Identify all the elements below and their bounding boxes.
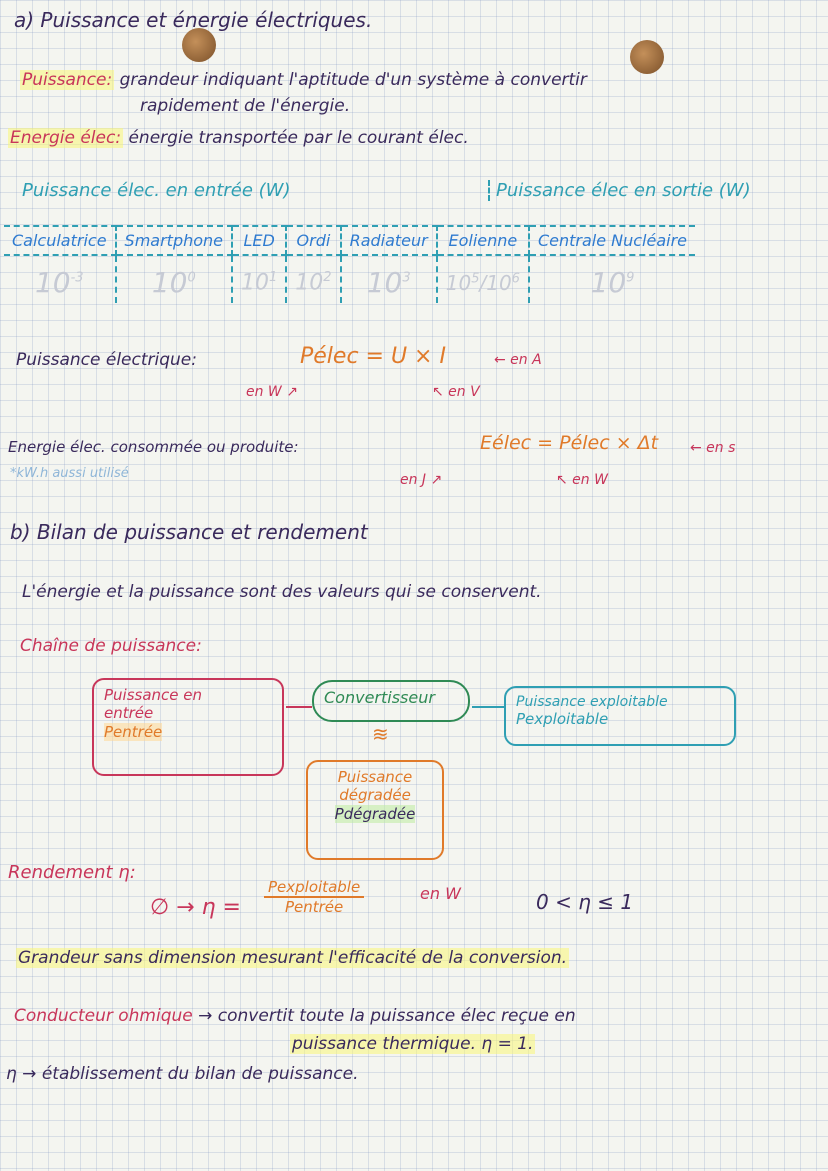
table-cell: $10^2$ [286,255,340,303]
conducteur-text-cont: puissance thermique. η = 1. [292,1034,534,1054]
puissance-formula-label: Puissance électrique: [16,350,197,370]
energie-formula-label: Energie élec. consommée ou produite: [8,438,299,456]
box-entree-symbol: Pentrée [104,723,163,741]
box-puissance-degradee [306,760,444,860]
section-b-title: b) Bilan de puissance et rendement [10,520,368,544]
power-table [4,225,695,303]
puissance-formula: Pélec = U × I [300,344,446,369]
chaine-label: Chaîne de puissance: [20,636,202,656]
table-cell: $10^5/10^6$ [437,255,529,303]
eta-line: η → établissement du bilan de puissance. [6,1064,359,1084]
table-header: Calculatrice [4,226,116,255]
box-degradee-line1: Puissance [337,768,413,786]
box-exploitable-line1: Puissance exploitable [516,694,668,710]
power-table-value-row [4,255,695,303]
table-cell: $10^{-3}$ [4,255,116,303]
conservation-text: L'énergie et la puissance sont des valeurs qui se conservent. [22,582,542,602]
power-table-header-row [4,226,695,255]
unit-volt: ↖ en V [432,384,480,400]
rendement-numerator: Pexploitable [264,878,364,898]
puissance-definition: Puissance: grandeur indiquant l'aptitude d'un système à convertir [22,70,587,90]
grandeur-text: Grandeur sans dimension mesurant l'efficacité de la conversion. [18,948,568,968]
table-cell: $10^3$ [341,255,437,303]
conducteur-label: Conducteur ohmique [14,1006,193,1026]
binder-hole-left [182,28,216,62]
rendement-label: Rendement η: [8,862,136,883]
box-exploitable-symbol: Pexploitable [516,710,609,728]
unit-joule: en J ↗ [400,472,443,488]
binder-hole-right [630,40,664,74]
table-header: Radiateur [341,226,437,255]
table-left-header: Puissance élec. en entrée (W) [22,180,291,201]
table-cell: $10^9$ [590,266,635,299]
table-right-header: Puissance élec en sortie (W) [488,180,751,201]
rendement-prefix: ∅ → η = [150,895,241,920]
box-degradee-symbol: Pdégradée [334,805,416,823]
conducteur-line [14,1006,576,1026]
rendement-fraction [264,878,364,916]
section-a-title: a) Puissance et énergie électriques. [14,8,373,32]
rendement-unit: en W [420,884,461,903]
wavy-arrow-degradee: ≋ [372,722,389,746]
table-header: Ordi [286,226,340,255]
arrow-entree-convertisseur [286,706,312,708]
unit-second: ← en s [690,440,736,456]
table-header: Centrale Nucléaire [529,226,695,255]
table-header: Smartphone [116,226,232,255]
energie-formula: Eélec = Pélec × Δt [480,432,659,454]
table-cell: $10^1$ [232,255,286,303]
table-header: LED [232,226,286,255]
unit-ampere: ← en A [494,352,542,368]
table-header: Eolienne [437,226,529,255]
box-degradee-line2: dégradée [339,786,411,804]
box-puissance-entree [92,678,284,776]
unit-watt-2: ↖ en W [556,472,608,488]
conducteur-text: → convertit toute la puissance élec reçue en [198,1006,576,1026]
box-convertisseur: Convertisseur [312,680,470,722]
rendement-denominator: Pentrée [284,898,344,916]
puissance-definition-cont: rapidement de l'énergie. [140,96,351,116]
arrow-convertisseur-exploitable [472,706,504,708]
energie-definition: Energie élec: énergie transportée par le courant élec. [10,128,469,148]
table-cell: $10^0$ [116,255,232,303]
kwh-note: *kW.h aussi utilisé [10,466,129,481]
box-puissance-exploitable [504,686,736,746]
box-entree-line2: entrée [104,704,154,722]
unit-watt: en W ↗ [246,384,298,400]
box-entree-line1: Puissance en [104,686,203,704]
rendement-range: 0 < η ≤ 1 [536,890,634,914]
